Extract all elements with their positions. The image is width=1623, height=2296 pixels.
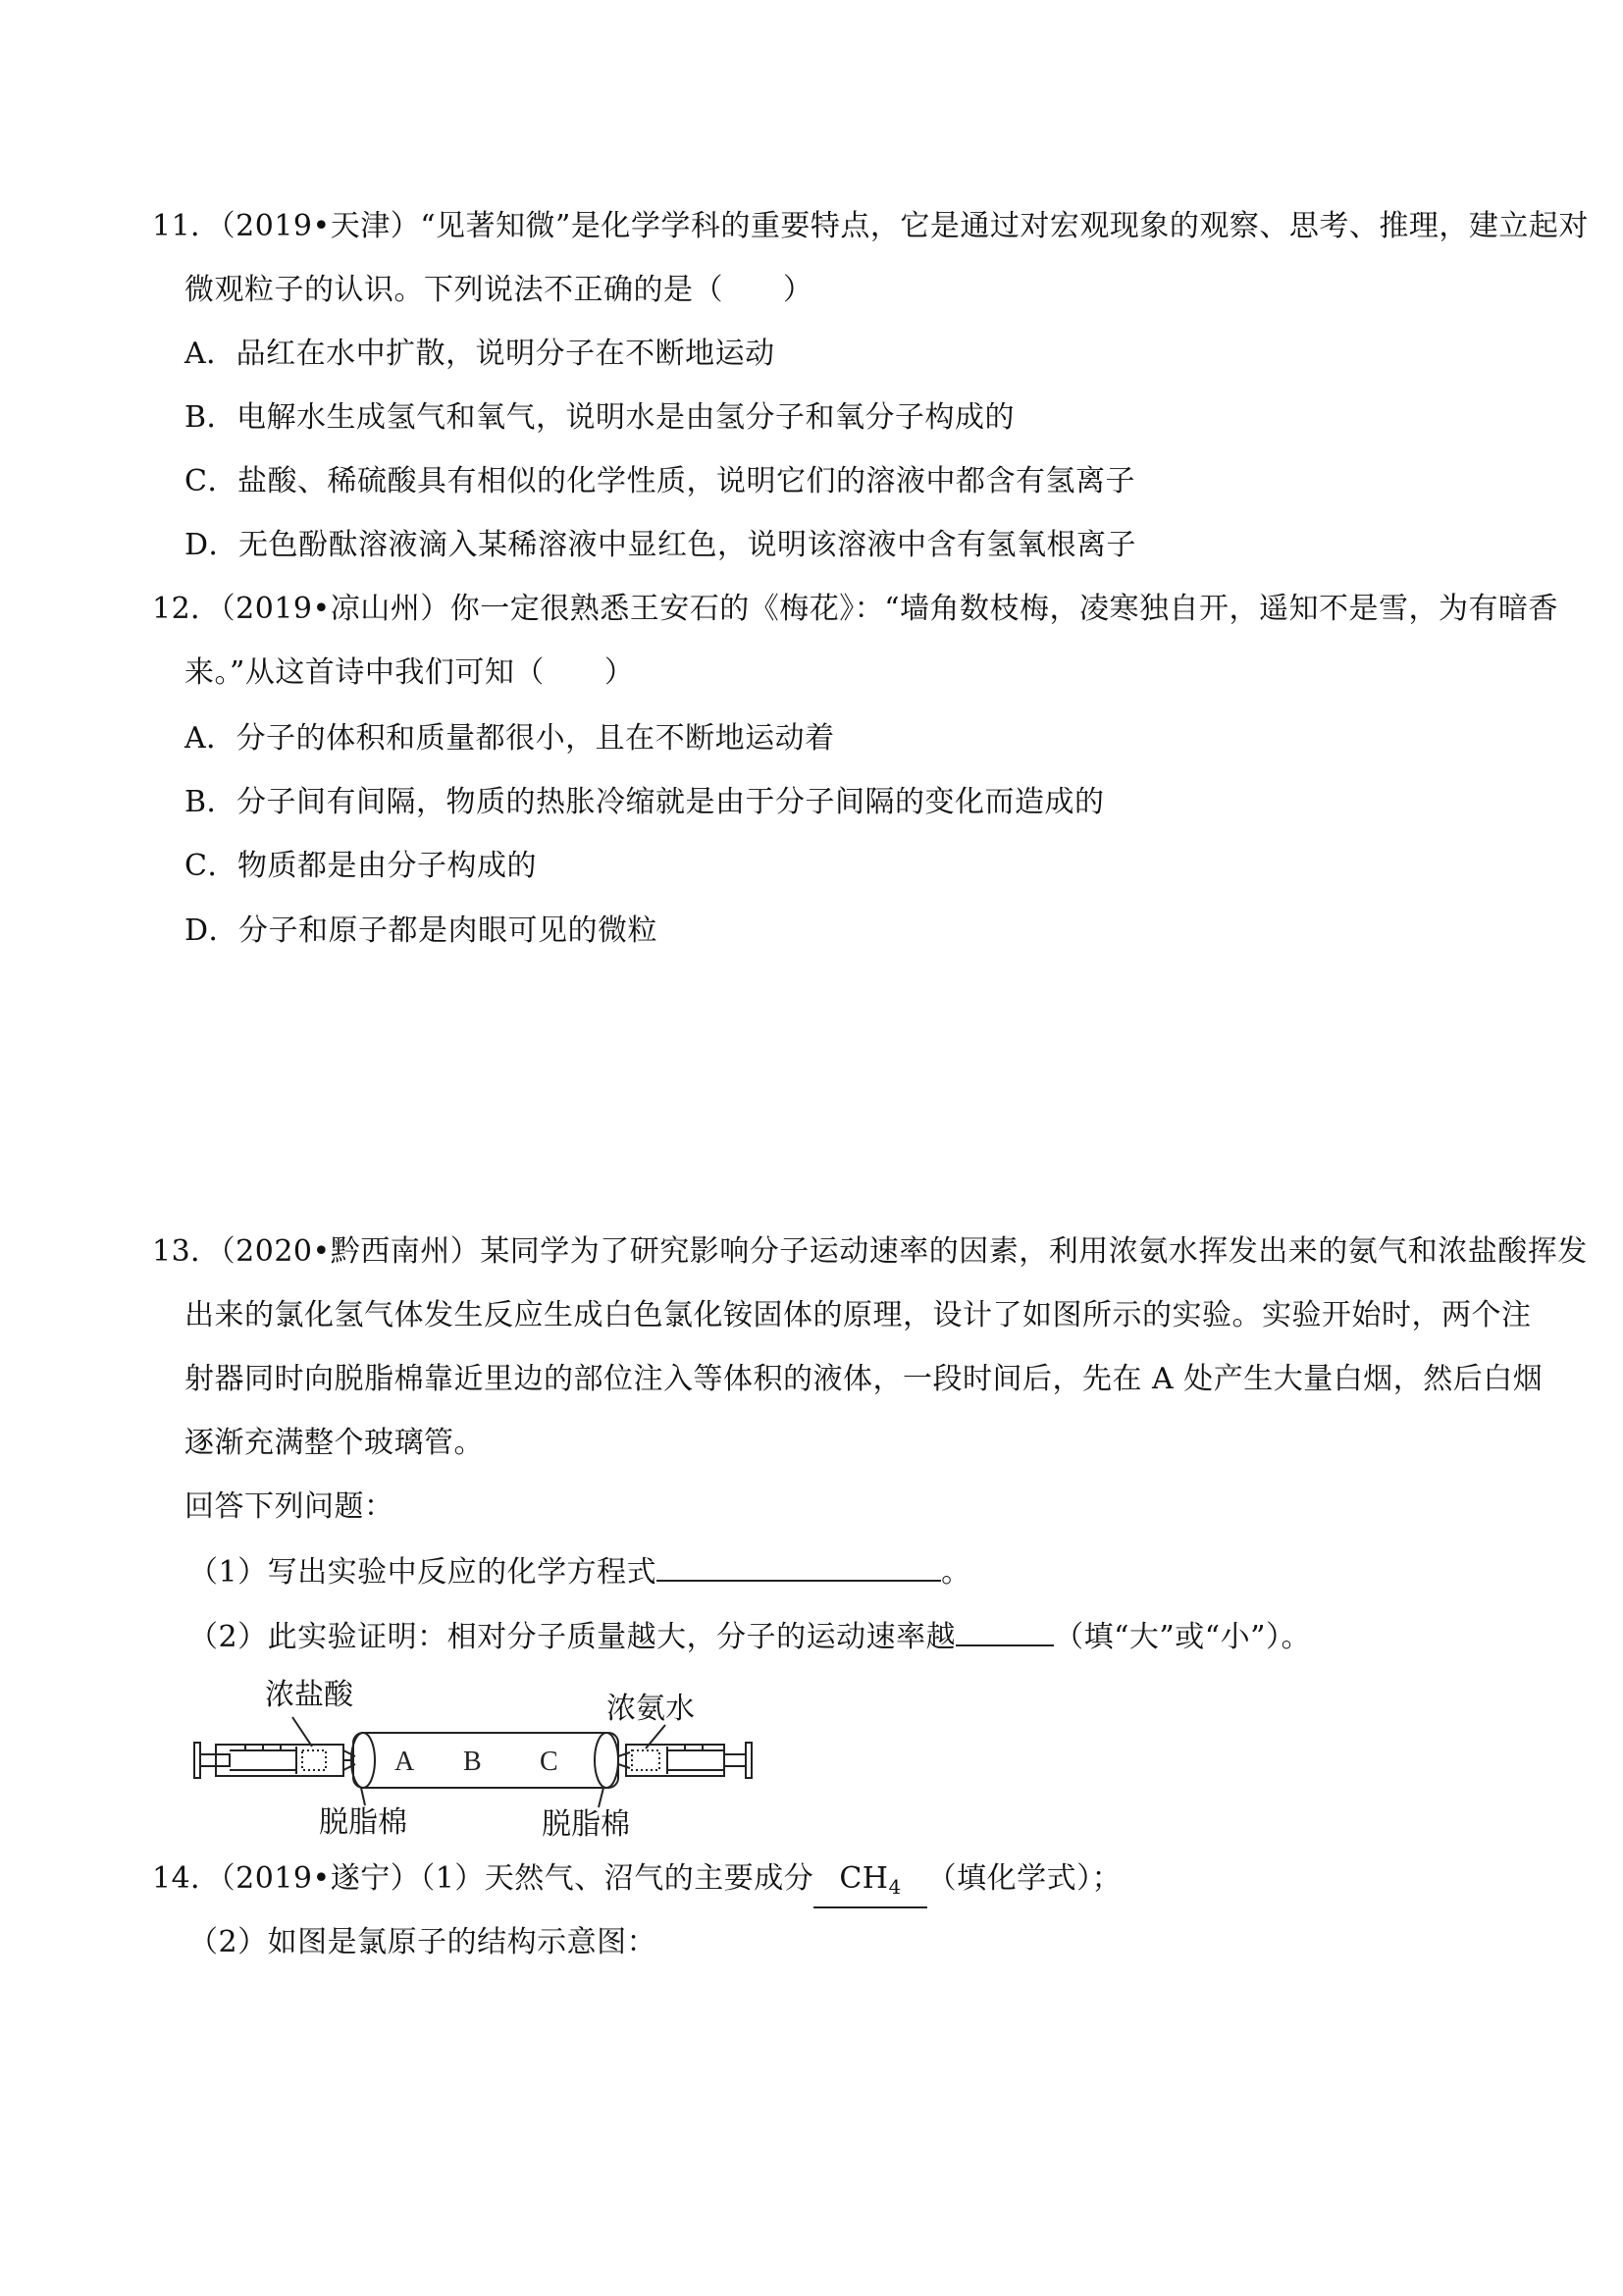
q12-stem-continued: 来。”从这首诗中我们可知（ ）	[184, 655, 635, 690]
leader-line-cotton-left	[361, 1788, 365, 1805]
q11-stem: 11．（2019•天津）“见著知微”是化学学科的重要特点，它是通过对宏观现象的观察、思考、推理，建立起对	[152, 209, 1589, 243]
q13-sub2-end: （填“大”或“小”）。	[1054, 1620, 1311, 1654]
q13-sub2-answer-blank[interactable]	[956, 1617, 1054, 1646]
q14-subquestion-2: （2）如图是氯原子的结构示意图：	[188, 1925, 657, 1959]
q14-answer-ch4	[813, 1859, 926, 1908]
left-syringe	[194, 1743, 355, 1778]
q14-stem-after: （填化学式）；	[926, 1861, 1123, 1896]
fig-label-cotton-right: 脱脂棉	[542, 1807, 630, 1842]
q11-option-d: D．无色酚酞溶液滴入某稀溶液中显红色，说明该溶液中含有氢氧根离子	[184, 528, 1137, 562]
q14-stem	[152, 1859, 1122, 1908]
point-b-label: B	[463, 1747, 482, 1777]
fig-label-ammonia-water: 浓氨水	[606, 1692, 695, 1726]
q14-answer-formula: CH	[839, 1861, 889, 1896]
q13-sub1-answer-blank[interactable]	[656, 1552, 941, 1582]
q13-subquestion-1	[188, 1552, 971, 1592]
q13-subquestion-2	[188, 1617, 1311, 1657]
q13-stem-line-1: 13．（2020•黔西南州）某同学为了研究影响分子运动速率的因素，利用浓氨水挥发出来的氨气和浓盐酸挥发	[152, 1234, 1588, 1269]
q11-option-a: A．品红在水中扩散，说明分子在不断地运动	[184, 337, 775, 371]
q11-stem-continued: 微观粒子的认识。下列说法不正确的是（ ）	[184, 273, 813, 307]
q11-option-b: B．电解水生成氢气和氧气，说明水是由氢分子和氧分子构成的	[184, 400, 1016, 435]
right-syringe	[618, 1743, 752, 1778]
fig-label-cotton-left: 脱脂棉	[319, 1805, 407, 1840]
q13-sub1-text: （1）写出实验中反应的化学方程式	[188, 1555, 657, 1590]
q13-sub1-end: 。	[941, 1555, 971, 1590]
q13-stem-line-2: 出来的氯化氢气体发生反应生成白色氯化铵固体的原理，设计了如图所示的实验。实验开始时，两个注	[184, 1298, 1532, 1332]
q14-answer-subscript: 4	[888, 1875, 902, 1899]
q13-sub2-text: （2）此实验证明：相对分子质量越大，分子的运动速率越	[188, 1620, 957, 1654]
q12-option-a: A．分子的体积和质量都很小，且在不断地运动着	[184, 721, 835, 756]
q12-option-d: D．分子和原子都是肉眼可见的微粒	[184, 913, 658, 948]
q12-option-c: C．物质都是由分子构成的	[184, 849, 537, 883]
q12-stem: 12．（2019•凉山州）你一定很熟悉王安石的《梅花》：“墙角数枝梅，凌寒独自开，遥知不是雪，为有暗香	[152, 592, 1559, 626]
q12-option-b: B．分子间有间隔，物质的热胀冷缩就是由于分子间隔的变化而造成的	[184, 785, 1105, 819]
q13-stem-line-3: 射器同时向脱脂棉靠近里边的部位注入等体积的液体，一段时间后，先在 A 处产生大量白烟，然后白烟	[184, 1362, 1544, 1396]
q13-answer-prompt: 回答下列问题：	[184, 1489, 394, 1524]
q14-stem-before: 14．（2019•遂宁）（1）天然气、沼气的主要成分	[152, 1861, 814, 1896]
fig-label-hydrochloric-acid: 浓盐酸	[265, 1678, 353, 1712]
q13-stem-line-4: 逐渐充满整个玻璃管。	[184, 1426, 484, 1460]
leader-line-acid	[292, 1717, 312, 1747]
q11-option-c: C．盐酸、稀硫酸具有相似的化学性质，说明它们的溶液中都含有氢离子	[184, 464, 1135, 498]
point-c-label: C	[540, 1747, 558, 1777]
diffusion-experiment-diagram	[186, 1707, 765, 1815]
point-a-label: A	[394, 1747, 415, 1777]
leader-line-cotton-right	[599, 1788, 603, 1807]
